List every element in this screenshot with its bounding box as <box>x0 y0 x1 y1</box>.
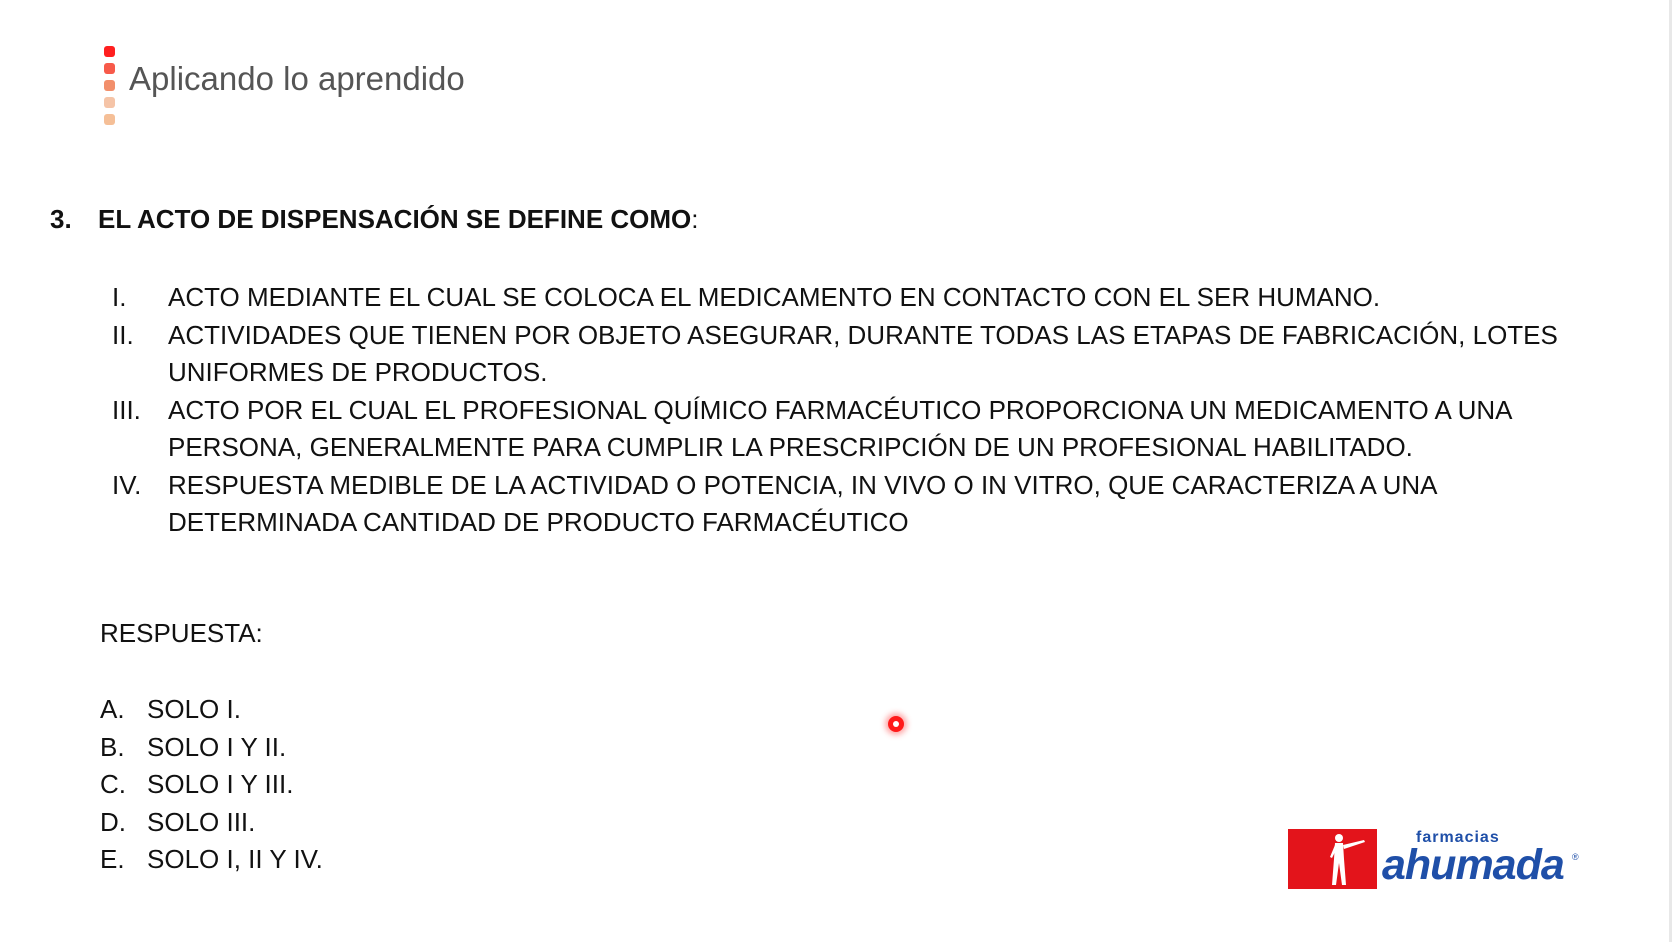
statement-item <box>112 279 1562 317</box>
statement-list <box>112 279 1562 542</box>
accent-dot <box>104 46 115 57</box>
accent-dot <box>104 97 115 108</box>
accent-dot <box>104 63 115 74</box>
question-suffix: : <box>691 204 699 234</box>
question-heading <box>50 204 699 235</box>
answer-options <box>100 691 323 879</box>
answer-option <box>100 841 323 879</box>
answer-option <box>100 804 323 842</box>
logo-small-text: farmacias <box>1416 829 1500 846</box>
slide-title: Aplicando lo aprendido <box>129 60 465 97</box>
statement-item <box>112 317 1562 392</box>
statement-item <box>112 392 1562 467</box>
option-letter: E. <box>100 844 125 874</box>
statement-numeral: III. <box>112 394 141 425</box>
statement-text: RESPUESTA MEDIBLE DE LA ACTIVIDAD O POTENCIA, IN VIVO O IN VITRO, QUE CARACTERIZA A UNA DETERMINADA CANTIDAD DE PRODUCTO FARMACÉUTICO <box>168 469 1437 537</box>
laser-pointer-icon <box>888 716 904 732</box>
accent-dot <box>104 114 115 125</box>
statement-item <box>112 467 1562 542</box>
statement-numeral: II. <box>112 319 134 350</box>
question-text: EL ACTO DE DISPENSACIÓN SE DEFINE COMO <box>98 204 692 234</box>
option-letter: B. <box>100 731 125 762</box>
accent-dots <box>104 46 116 131</box>
logo-big-text: ahumada <box>1382 841 1564 889</box>
vitruvian-figure-icon <box>1288 829 1377 889</box>
statement-numeral: IV. <box>112 469 142 500</box>
logo-red-box <box>1288 829 1377 889</box>
accent-dot <box>104 80 115 91</box>
option-text: SOLO I. <box>147 694 241 724</box>
answer-option <box>100 691 323 729</box>
option-text: SOLO I Y II. <box>147 731 287 762</box>
option-letter: A. <box>100 694 125 724</box>
answer-option <box>100 766 323 804</box>
statement-text: ACTO MEDIANTE EL CUAL SE COLOCA EL MEDICAMENTO EN CONTACTO CON EL SER HUMANO. <box>168 282 1381 312</box>
statement-text: ACTIVIDADES QUE TIENEN POR OBJETO ASEGURAR, DURANTE TODAS LAS ETAPAS DE FABRICACIÓN, LOTES UNIFORMES DE PRODUCTOS. <box>168 319 1558 387</box>
answer-label: RESPUESTA: <box>100 618 263 648</box>
option-text: SOLO I Y III. <box>147 769 294 799</box>
farmacias-ahumada-logo <box>1288 829 1584 891</box>
statement-numeral: I. <box>112 282 127 312</box>
question-number: 3. <box>50 204 72 234</box>
option-text: SOLO III. <box>147 806 256 837</box>
answer-option <box>100 729 323 767</box>
logo-registered-mark: ® <box>1572 852 1579 862</box>
option-letter: D. <box>100 806 126 837</box>
option-letter: C. <box>100 769 126 799</box>
option-text: SOLO I, II Y IV. <box>147 844 323 874</box>
statement-text: ACTO POR EL CUAL EL PROFESIONAL QUÍMICO FARMACÉUTICO PROPORCIONA UN MEDICAMENTO A UNA PERSONA, GENERALMENTE PARA CUMPLIR LA PRESCRIPCIÓN DE UN PROFESIONAL HABILITADO. <box>168 394 1512 462</box>
